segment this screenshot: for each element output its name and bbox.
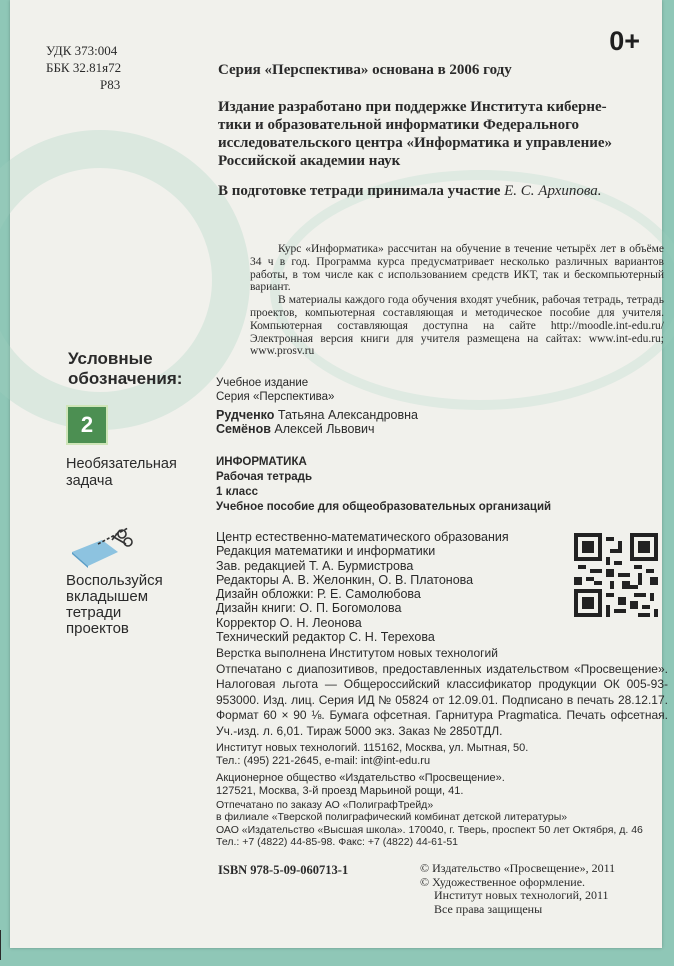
legend-text: задача: [66, 473, 113, 489]
copyright-line: Все права защищены: [434, 901, 543, 916]
staff-line: Редакторы А. В. Желонкин, О. В. Платонова: [216, 572, 474, 587]
staff-list: [216, 530, 509, 644]
legend-text: проектов: [66, 620, 129, 637]
legend-title-line: Условные: [68, 349, 153, 368]
book-info: [216, 455, 551, 515]
scissors-insert-icon: [68, 522, 136, 568]
staff-line: Центр естественно-математического образования: [216, 530, 509, 544]
printing-layout: Верстка выполнена Институтом новых технологий: [216, 646, 498, 660]
course-info: [250, 243, 664, 358]
book-grade: 1 класс: [216, 486, 258, 498]
staff-line: Дизайн книги: О. П. Богомолова: [216, 601, 402, 616]
imprint-page: [10, 0, 668, 948]
edition-series: Серия «Перспектива»: [216, 391, 335, 403]
authors: [216, 408, 418, 436]
author-surname: Семёнов: [216, 422, 271, 436]
author-name: Татьяна Александровна: [277, 408, 418, 422]
support-line: тики и образовательной информатики Федерального: [218, 117, 580, 133]
order-line: ОАО «Издательство «Высшая школа». 170040, г. Тверь, проспект 50 лет Октября, д. 46: [216, 823, 643, 836]
copyright-line: Институт новых технологий, 2011: [434, 888, 609, 902]
institute-phone: Тел.: (495) 221-2645, e-mail: int@int-edu.ru: [216, 755, 431, 767]
order-line: в филиале «Тверской полиграфический комбинат детской литературы»: [216, 811, 568, 824]
author: [216, 422, 418, 436]
bbk-code: ББК 32.81я72: [46, 60, 122, 75]
order-line: Отпечатано по заказу АО «ПолиграфТрейд»: [216, 799, 434, 811]
preparation-text: В подготовке тетради принимала участие: [218, 183, 501, 199]
printing-details: Отпечатано с диапозитивов, предоставленных издательством «Просвещение». Налоговая льгота — Общероссийский классификатор продукции ОК 005-93-953000. Изд. лиц. Серия ИД № 05824 от 12.09.01. Подписано в печать 28.12.17. Формат 60 × 90 ⅛. Бумага офсетная. Гарнитура Pragmatica. Печать офсетная. Уч.-изд. л. 6,01. Тираж 5000 экз. Заказ № 2850ТДЛ.: [216, 661, 668, 738]
background-green-strip: [0, 440, 10, 966]
institute-contacts: [216, 742, 528, 768]
legend-use-insert: [66, 573, 163, 637]
support-note: [218, 98, 658, 170]
book-purpose: Учебное пособие для общеобразовательных организаций: [216, 501, 552, 513]
legend-text: вкладышем: [66, 588, 149, 605]
staff-line: Дизайн обложки: Р. Е. Самолюбова: [216, 587, 421, 602]
legend-text: тетради: [66, 604, 122, 621]
legend-text: Воспользуйся: [66, 572, 163, 589]
staff-line: Корректор О. Н. Леонова: [216, 615, 362, 630]
copyright-line: © Художественное оформление.: [420, 874, 586, 889]
support-line: Российской академии наук: [218, 153, 401, 169]
staff-line: Зав. редакцией Т. А. Бурмистрова: [216, 558, 414, 573]
print-order: [216, 799, 643, 849]
author-surname: Рудченко: [216, 408, 275, 422]
support-line: Издание разработано при поддержке Института киберне-: [218, 99, 607, 115]
isbn: ISBN 978-5-09-060713-1: [218, 863, 349, 877]
legend-text: Необязательная: [66, 456, 177, 472]
copyright: [420, 862, 615, 916]
optional-task-badge: 2: [66, 405, 108, 445]
staff-line: Технический редактор С. Н. Терехова: [216, 630, 435, 645]
qr-code[interactable]: [574, 533, 658, 617]
author-name: Алексей Львович: [274, 422, 375, 436]
page-edge-mark: [0, 930, 1, 960]
order-line: Тел.: +7 (4822) 44-85-98. Факс: +7 (4822) 44-61-51: [216, 836, 459, 849]
series-note: Серия «Перспектива» основана в 2006 году: [218, 62, 512, 78]
legend-optional-task: [66, 456, 177, 490]
book-subtitle: Рабочая тетрадь: [216, 471, 313, 483]
printing-info: [216, 646, 668, 739]
author-mark: Р83: [100, 77, 121, 92]
institute-address: Институт новых технологий. 115162, Москва, ул. Мытная, 50.: [216, 742, 529, 754]
legend-title-line: обозначения:: [68, 369, 183, 388]
course-paragraph: В материалы каждого года обучения входят учебник, рабочая тетрадь, тетрадь проектов, компьютерная составляющая и методическое пособие для учителя. Компьютерная составляющая доступна на сайте http://moodle.int-edu.ru/ Электронная версия книги для учителя размещена на сайтах: www.int-edu.ru; www.prosv.ru: [250, 294, 664, 358]
preparation-person: Е. С. Архипова.: [504, 183, 602, 199]
publisher-contacts: [216, 772, 505, 798]
edition-info: [216, 376, 334, 404]
classification-codes: [46, 42, 121, 93]
legend-title: [68, 349, 182, 389]
preparation-note: [218, 183, 602, 200]
udk-code: УДК 373:004: [46, 43, 118, 58]
author: [216, 408, 418, 422]
copyright-line: © Издательство «Просвещение», 2011: [420, 861, 616, 875]
edition-type: Учебное издание: [216, 377, 309, 389]
course-paragraph: Курс «Информатика» рассчитан на обучение в течение четырёх лет в объёме 34 ч в год. Программа курса предусматривает несколько различных вариантов работы, в том числе как с использованием средств ИКТ, так и бескомпьютерный вариант.: [250, 243, 664, 294]
book-title: ИНФОРМАТИКА: [216, 456, 307, 468]
support-line: исследовательского центра «Информатика и управление»: [218, 135, 613, 151]
publisher-name: Акционерное общество «Издательство «Просвещение».: [216, 772, 505, 784]
staff-line: Редакция математики и информатики: [216, 544, 436, 559]
publisher-address: 127521, Москва, 3-й проезд Марьиной рощи, 41.: [216, 785, 464, 797]
age-rating: 0+: [609, 26, 640, 56]
